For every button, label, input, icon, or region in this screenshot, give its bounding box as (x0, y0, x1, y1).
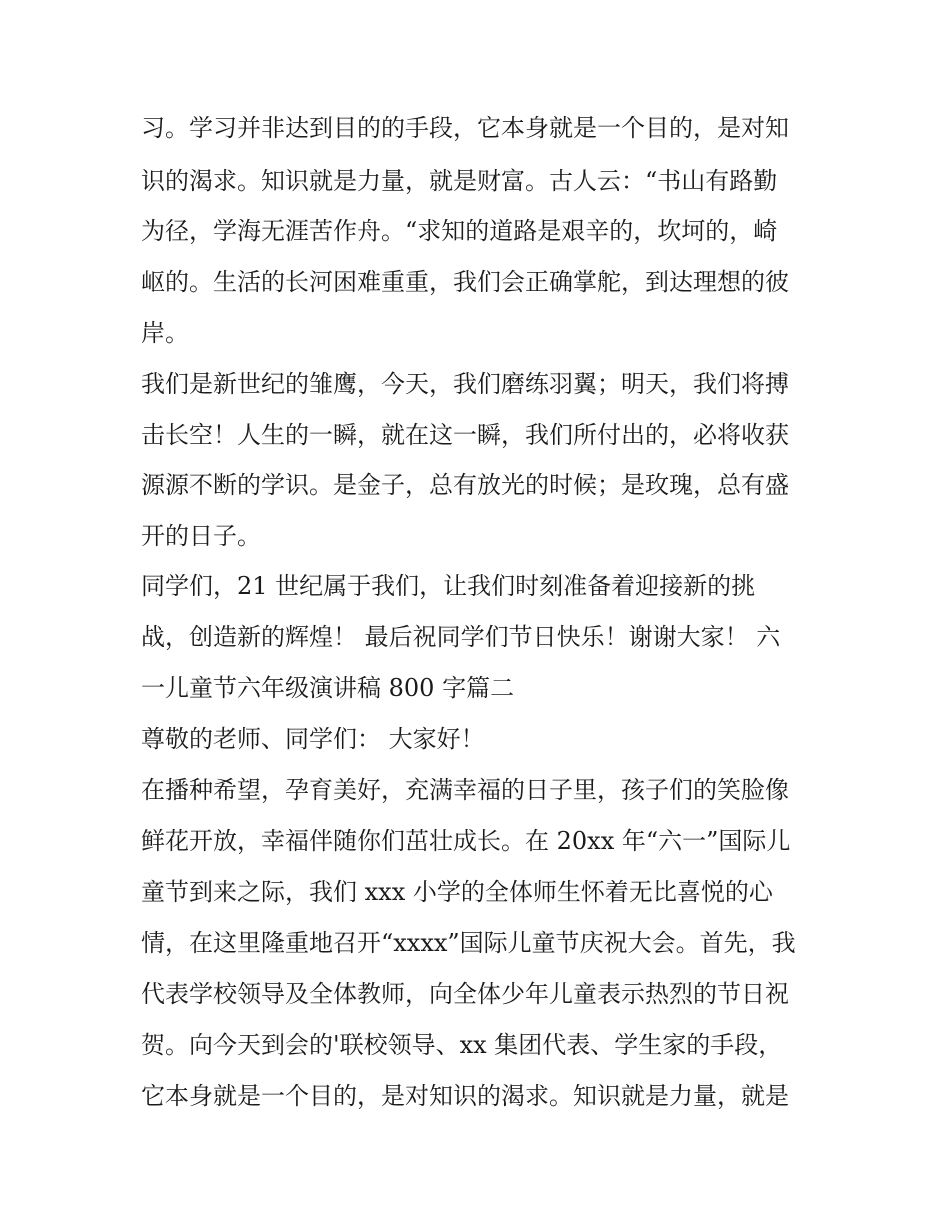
text-line-17: 情，在这里隆重地召开“xxxx”国际儿童节庆祝大会。首先，我 (141, 929, 796, 957)
text-line-13: 尊敬的老师、同学们： 大家好！ (141, 725, 485, 753)
text-line-11: 战，创造新的辉煌！ 最后祝同学们节日快乐！谢谢大家！ 六 (141, 623, 781, 651)
text-line-1: 习。学习并非达到目的的手段，它本身就是一个目的，是对知 (141, 114, 789, 142)
text-line-10: 同学们，21 世纪属于我们，让我们时刻准备着迎接新的挑 (141, 572, 756, 600)
text-line-5: 岸。 (141, 319, 189, 347)
text-line-16: 童节到来之际，我们 xxx 小学的全体师生怀着无比喜悦的心 (141, 878, 773, 906)
text-line-8: 源源不断的学识。是金子，总有放光的时候；是玫瑰，总有盛 (141, 471, 789, 499)
text-line-15: 鲜花开放，幸福伴随你们茁壮成长。在 20xx 年“六一”国际儿 (141, 827, 791, 855)
text-line-6: 我们是新世纪的雏鹰，今天，我们磨练羽翼；明天，我们将搏 (141, 370, 789, 398)
text-line-7: 击长空！人生的一瞬，就在这一瞬，我们所付出的，必将收获 (141, 421, 789, 449)
text-line-4: 岖的。生活的长河困难重重，我们会正确掌舵，到达理想的彼 (141, 268, 789, 296)
text-line-12: 一儿童节六年级演讲稿 800 字篇二 (141, 674, 515, 702)
text-line-20: 它本身就是一个目的，是对知识的渴求。知识就是力量，就是 (141, 1082, 789, 1110)
text-line-3: 为径，学海无涯苦作舟。“求知的道路是艰辛的，坎坷的，崎 (141, 217, 778, 245)
text-line-19: 贺。向今天到会的'联校领导、xx 集团代表、学生家的手段， (141, 1031, 783, 1059)
text-line-18: 代表学校领导及全体教师，向全体少年儿童表示热烈的节日祝 (141, 980, 789, 1008)
text-line-14: 在播种希望，孕育美好，充满幸福的日子里，孩子们的笑脸像 (141, 776, 789, 804)
text-line-2: 识的渴求。知识就是力量，就是财富。古人云：“书山有路勤 (141, 167, 778, 195)
text-line-9: 开的日子。 (141, 522, 261, 550)
